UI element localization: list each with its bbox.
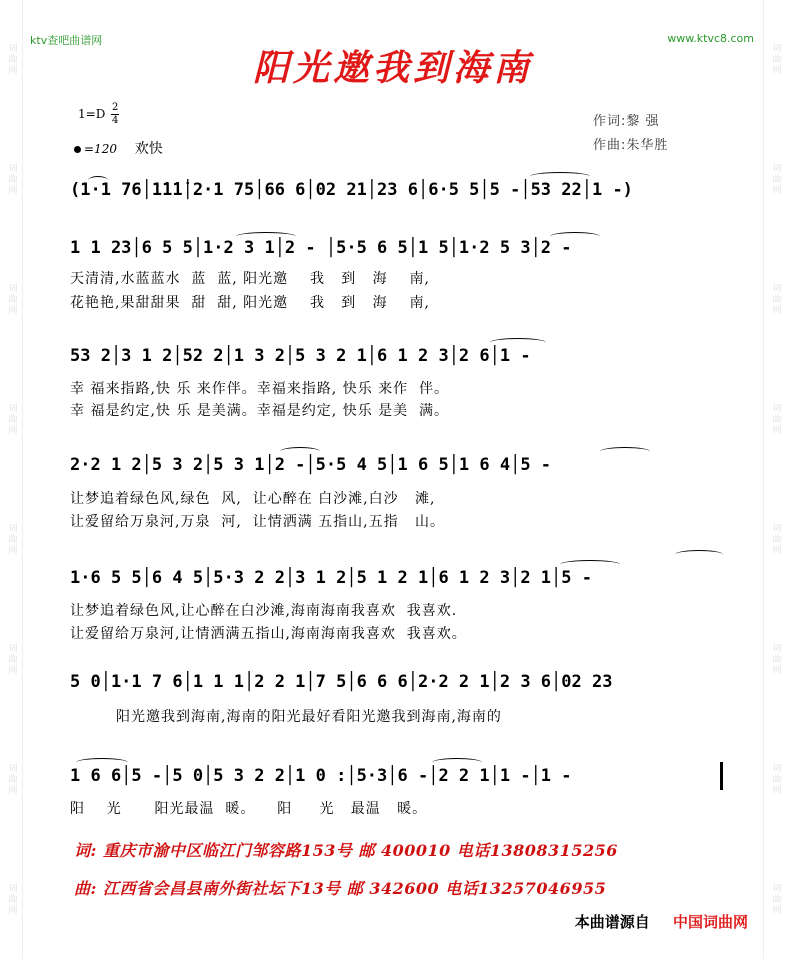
song-title: 阳光邀我到海南 xyxy=(252,47,533,89)
lyric-line-7: 阳 光 阳光最温 暖。 阳 光 最温 暖。 xyxy=(70,801,428,817)
slur xyxy=(675,550,723,559)
score-line-4: 2·2 1 2│5 3 2│5 3 1│2 -│5·5 4 5│1 6 5│1 6 4│5 - xyxy=(70,455,552,475)
score-line-6: 5 0│1·1 7 6│1 1 1│2 2 1│7 5│6 6 6│2·2 2 1│2 3 6│02 23 xyxy=(70,672,613,692)
slur xyxy=(236,232,296,241)
tempo-marking: =120 欢快 xyxy=(74,138,163,158)
lyric-line-4a: 让梦追着绿色风,绿色 风, 让心醉在 白沙滩,白沙 滩, xyxy=(70,491,436,507)
key-label: 1=D xyxy=(78,107,106,121)
key-signature xyxy=(78,103,119,126)
watermark-right: 词曲网 词曲网 词曲网 词曲网 词曲网 词曲网 词曲网 词曲网 xyxy=(763,0,786,959)
source-credit xyxy=(575,911,748,932)
quarter-note-icon xyxy=(74,146,81,153)
site-link-right[interactable]: www.ktvc8.com xyxy=(667,32,754,45)
slur xyxy=(432,758,482,767)
slur xyxy=(550,232,600,241)
lyric-line-3a: 幸 福来指路,快 乐 来作伴。幸福来指路, 快乐 来作 伴。 xyxy=(70,381,450,397)
slur xyxy=(530,172,590,181)
time-signature: $\frac{2}{4}$ xyxy=(111,102,119,126)
slur xyxy=(88,176,108,185)
final-barline xyxy=(720,762,723,790)
lyric-line-4b: 让爱留给万泉河,万泉 河, 让情洒满 五指山,五指 山。 xyxy=(70,514,445,530)
slur xyxy=(560,560,620,569)
lyric-line-3b: 幸 福是约定,快 乐 是美满。幸福是约定, 快乐 是美 满。 xyxy=(70,403,450,419)
site-link-left[interactable]: ktv查吧曲谱网 xyxy=(30,34,103,47)
lyric-line-5a: 让梦追着绿色风,让心醉在白沙滩,海南海南我喜欢 我喜欢. xyxy=(70,603,458,619)
composer-credit: 作曲:朱华胜 xyxy=(593,138,669,153)
source-label: 本曲谱源自 xyxy=(574,913,650,931)
lyric-line-2b: 花艳艳,果甜甜果 甜 甜, 阳光邀 我 到 海 南, xyxy=(70,295,430,311)
score-line-3: 53 2│3 1 2│52 2│1 3 2│5 3 2 1│6 1 2 3│2 6│1 - xyxy=(70,346,531,366)
score-line-7: 1 6 6│5 -│5 0│5 3 2 2│1 0 :│5·3│6 -│2 2 1│1 -│1 - xyxy=(70,766,572,786)
slur xyxy=(76,758,128,767)
score-line-2: 1 1 23│6 5 5│1·2 3 1│2 - │5·5 6 5│1 5│1·2 5 3│2 - xyxy=(70,238,572,258)
lyric-line-6: 阳光邀我到海南,海南的阳光最好看阳光邀我到海南,海南的 xyxy=(116,709,502,725)
lyricist-contact: 词: 重庆市渝中区临江门邹容路153号 邮 400010 电话13808315256 xyxy=(74,841,618,860)
lyricist-credit: 作词:黎 强 xyxy=(593,114,660,129)
score-line-5: 1·6 5 5│6 4 5│5·3 2 2│3 1 2│5 1 2 1│6 1 2 3│2 1│5 - xyxy=(70,568,592,588)
composer-contact: 曲: 江西省会昌县南外街社坛下13号 邮 342600 电话13257046955 xyxy=(74,879,607,898)
lyric-line-2a: 天清清,水蓝蓝水 蓝 蓝, 阳光邀 我 到 海 南, xyxy=(70,271,430,287)
slur xyxy=(490,338,546,347)
slur xyxy=(600,447,650,456)
slur xyxy=(280,447,320,456)
mood-label: 欢快 xyxy=(134,141,163,157)
watermark-left: 词曲网 词曲网 词曲网 词曲网 词曲网 词曲网 词曲网 词曲网 xyxy=(0,0,23,959)
lyric-line-5b: 让爱留给万泉河,让情洒满五指山,海南海南我喜欢 我喜欢。 xyxy=(70,626,467,642)
source-link[interactable]: 中国词曲网 xyxy=(672,913,748,931)
score-line-1: (1·1 76│1̇1̇1̇│2·1 75│66 6│02 21│23 6│6·5 5│5 -│53 22│1 -) xyxy=(70,180,633,200)
